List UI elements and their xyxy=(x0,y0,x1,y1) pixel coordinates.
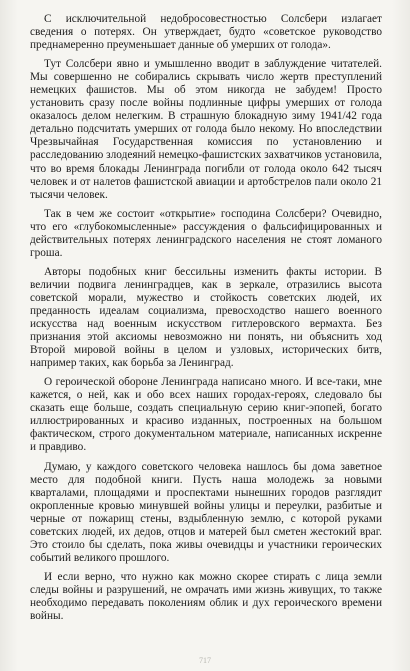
paragraph-3: Так в чем же состоит «открытие» господина Солсбери? Очевидно, что его «глубокомысленные» рассуждения о фальсифицированных и действительных потерях ленинградского населения не стоят ломаного гроша. xyxy=(30,207,382,259)
paragraph-2: Тут Солсбери явно и умышленно вводит в заблуждение читателей. Мы совершенно не собирались скрывать число жертв преступлений немецких фашистов. Мы об этом никогда не забудем! Просто установить сразу после войны подлинные цифры умерших от голода оказалось делом нелегким. В страшную блокадную зиму 1941/42 года детально подсчитать умерших от голода было некому. Но впоследствии Чрезвычайная Государственная комиссия по установлению и расследованию злодеяний немецко-фашистских захватчиков установила, что во время блокады Ленинграда погибли от голода около 642 тысяч человек и от налетов фашистской авиации и артобстрелов пали около 21 тысячи человек. xyxy=(30,58,382,201)
paragraph-7: И если верно, что нужно как можно скорее стирать с лица земли следы войны и разрушений, не омрачать ими жизнь живущих, то также необходимо передавать поколениям облик и дух героического времени войны. xyxy=(30,570,382,623)
page-number: 717 xyxy=(199,656,211,665)
paragraph-5: О героической обороне Ленинграда написано много. И все-таки, мне кажется, о ней, как и обо всех наших городах-героях, следовало бы сказать еще больше, создать специальную серию книг-эпопей, богато иллюстрированных и красиво изданных, построенных на большом фактическом, строго документальном материале, написанных искренне и правдиво. xyxy=(30,376,382,454)
paragraph-6: Думаю, у каждого советского человека нашлось бы дома заветное место для подобной книги. Пусть наша молодежь за новыми кварталами, площадями и проспектами нынешних городов разглядит окропленные кровью минувшей войны улицы и переулки, разбитые и черные от пожарищ стены, вздыбленную землю, с которой руками советских людей, их дедов, отцов и матерей был сметен жестокий враг. Это стоило бы сделать, пока живы очевидцы и участники героических событий великого прошлого. xyxy=(30,460,382,564)
page-body-text xyxy=(30,13,382,629)
paragraph-4: Авторы подобных книг бессильны изменить факты истории. В величии подвига ленинградцев, как в зеркале, отразились высота советской морали, мужество и стойкость советских людей, их преданность идеалам социализма, превосходство нашего военного искусства над военным искусством гитлеровского вермахта. Без признания этой аксиомы невозможно ни понять, ни объяснить ход Второй мировой войны в целом и узловых, исторических битв, например таких, как борьба за Ленинград. xyxy=(30,265,382,370)
paragraph-1: С исключительной недобросовестностью Солсбери излагает сведения о потерях. Он утверждает, будто «советское руководство преднамеренно преуменьшает данные об умерших от голода». xyxy=(30,13,382,52)
